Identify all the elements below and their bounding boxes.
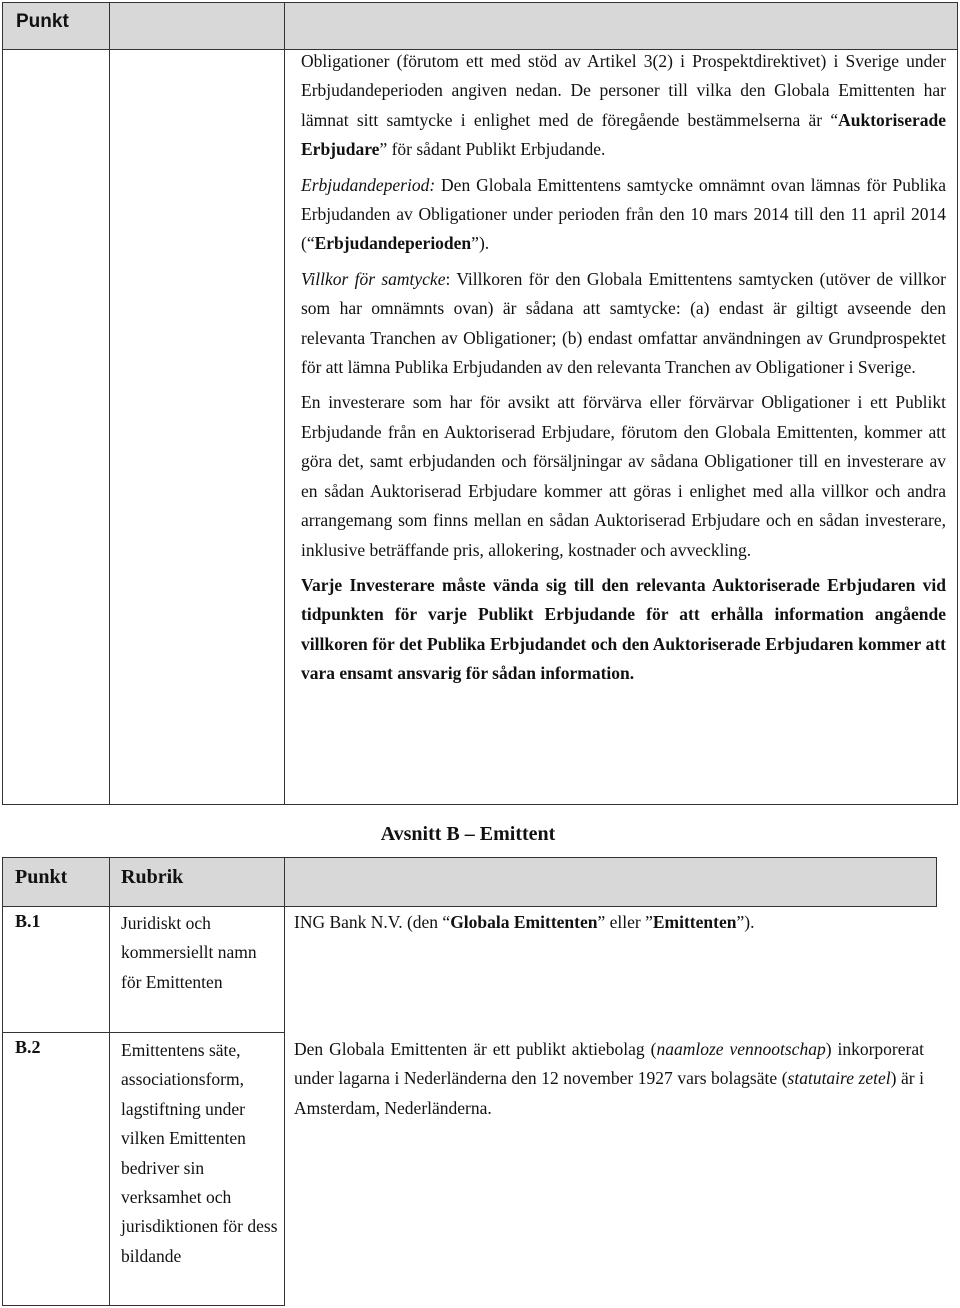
- row-b1-rubrik-cell: [109, 906, 285, 1033]
- bottom-header-punkt: Punkt: [15, 866, 68, 888]
- paragraph-consent-conditions: Villkor för samtycke: Villkoren för den Globala Emittentens samtycken (utöver de villkor som har omnämnts ovan) är sådana att samtycke: (a) endast är giltigt avseende den relevanta Tranchen av Obligationer; (b) endast omfattar användningen av Grundprospektet för att lämna Publika Erbjudanden av den relevanta Tranchen av Obligationer i Sverige.: [301, 268, 946, 378]
- bottom-header-rubrik-cell: [109, 857, 285, 907]
- bottom-header-content-cell: [284, 857, 937, 907]
- row-b2-code-cell: [2, 1032, 110, 1306]
- row-b1-content-cell: [284, 906, 937, 1033]
- paragraph-investor-notice: Varje Investerare måste vända sig till den relevanta Auktoriserade Erbjudaren vid tidpunkten för varje Publikt Erbjudande för att erhålla information angående villkoren för det Publika Erbjudandet och den Auktoriserade Erbjudaren kommer att vara ensamt ansvarig för sådan information.: [301, 574, 946, 684]
- row-b2-rubrik: Emittentens säte, associationsform, lagstiftning under vilken Emittenten bedriver sin verksamhet och jurisdiktionen för dess bildande: [121, 1040, 278, 1266]
- row-b2-content: Den Globala Emittenten är ett publikt aktiebolag (naamloze vennootschap) inkorporerat under lagarna i Nederländerna den 12 november 1927 vars bolagsäte (statutaire zetel) är i Amsterdam, Nederländerna.: [294, 1039, 924, 1118]
- row-b2-content-cell: [284, 1032, 937, 1306]
- top-content-text: [301, 47, 946, 689]
- paragraph-investor-terms: En investerare som har för avsikt att förvärva eller förvärvar Obligationer i ett Publikt Erbjudande från en Auktoriserad Erbjudare, förutom den Globala Emittenten, kommer att göra det, samt erbjudanden och försäljningar av sådana Obligationer till en investerare av en sådan Auktoriserad Erbjudare kommer att göras i enlighet med alla villkor och andra arrangemang som finns mellan en sådan Auktoriserad Erbjudare och en sådan investerare, inklusive beträffande pris, allokering, kostnader och avveckling.: [301, 392, 946, 560]
- row-b2-code: B.2: [15, 1037, 41, 1057]
- paragraph-authorized-offerors: Obligationer (förutom ett med stöd av Artikel 3(2) i Prospektdirektivet) i Sverige under Erbjudandeperioden angiven nedan. De personer till vilka den Globala Emittenten har lämnat sitt samtycke i enlighet med de föregående bestämmelserna är “Auktoriserade Erbjudare” för sådant Publikt Erbjudande.: [301, 51, 946, 160]
- row-b1-rubrik: Juridiskt och kommersiellt namn för Emittenten: [121, 913, 257, 992]
- top-header-content-cell: [284, 2, 958, 50]
- top-body-rubrik-cell: [109, 49, 285, 805]
- paragraph-offer-period: Erbjudandeperiod: Den Globala Emittentens samtycke omnämnt ovan lämnas för Publika Erbjudanden av Obligationer under perioden från den 10 mars 2014 till den 11 april 2014 (“Erbjudandeperioden”).: [301, 174, 946, 254]
- top-body-punkt-cell: [2, 49, 110, 805]
- row-b1-content: ING Bank N.V. (den “Globala Emittenten” eller ”Emittenten”).: [294, 912, 755, 932]
- row-b2-rubrik-cell: [109, 1032, 285, 1306]
- row-b1-code: B.1: [15, 911, 41, 931]
- top-header-punkt: Punkt: [16, 11, 69, 32]
- bottom-header-punkt-cell: [2, 857, 110, 907]
- top-header-punkt-cell: [2, 2, 110, 50]
- section-title: Avsnitt B – Emittent: [380, 823, 556, 845]
- bottom-header-rubrik: Rubrik: [121, 866, 184, 888]
- top-header-rubrik-cell: [109, 2, 285, 50]
- row-b1-code-cell: [2, 906, 110, 1033]
